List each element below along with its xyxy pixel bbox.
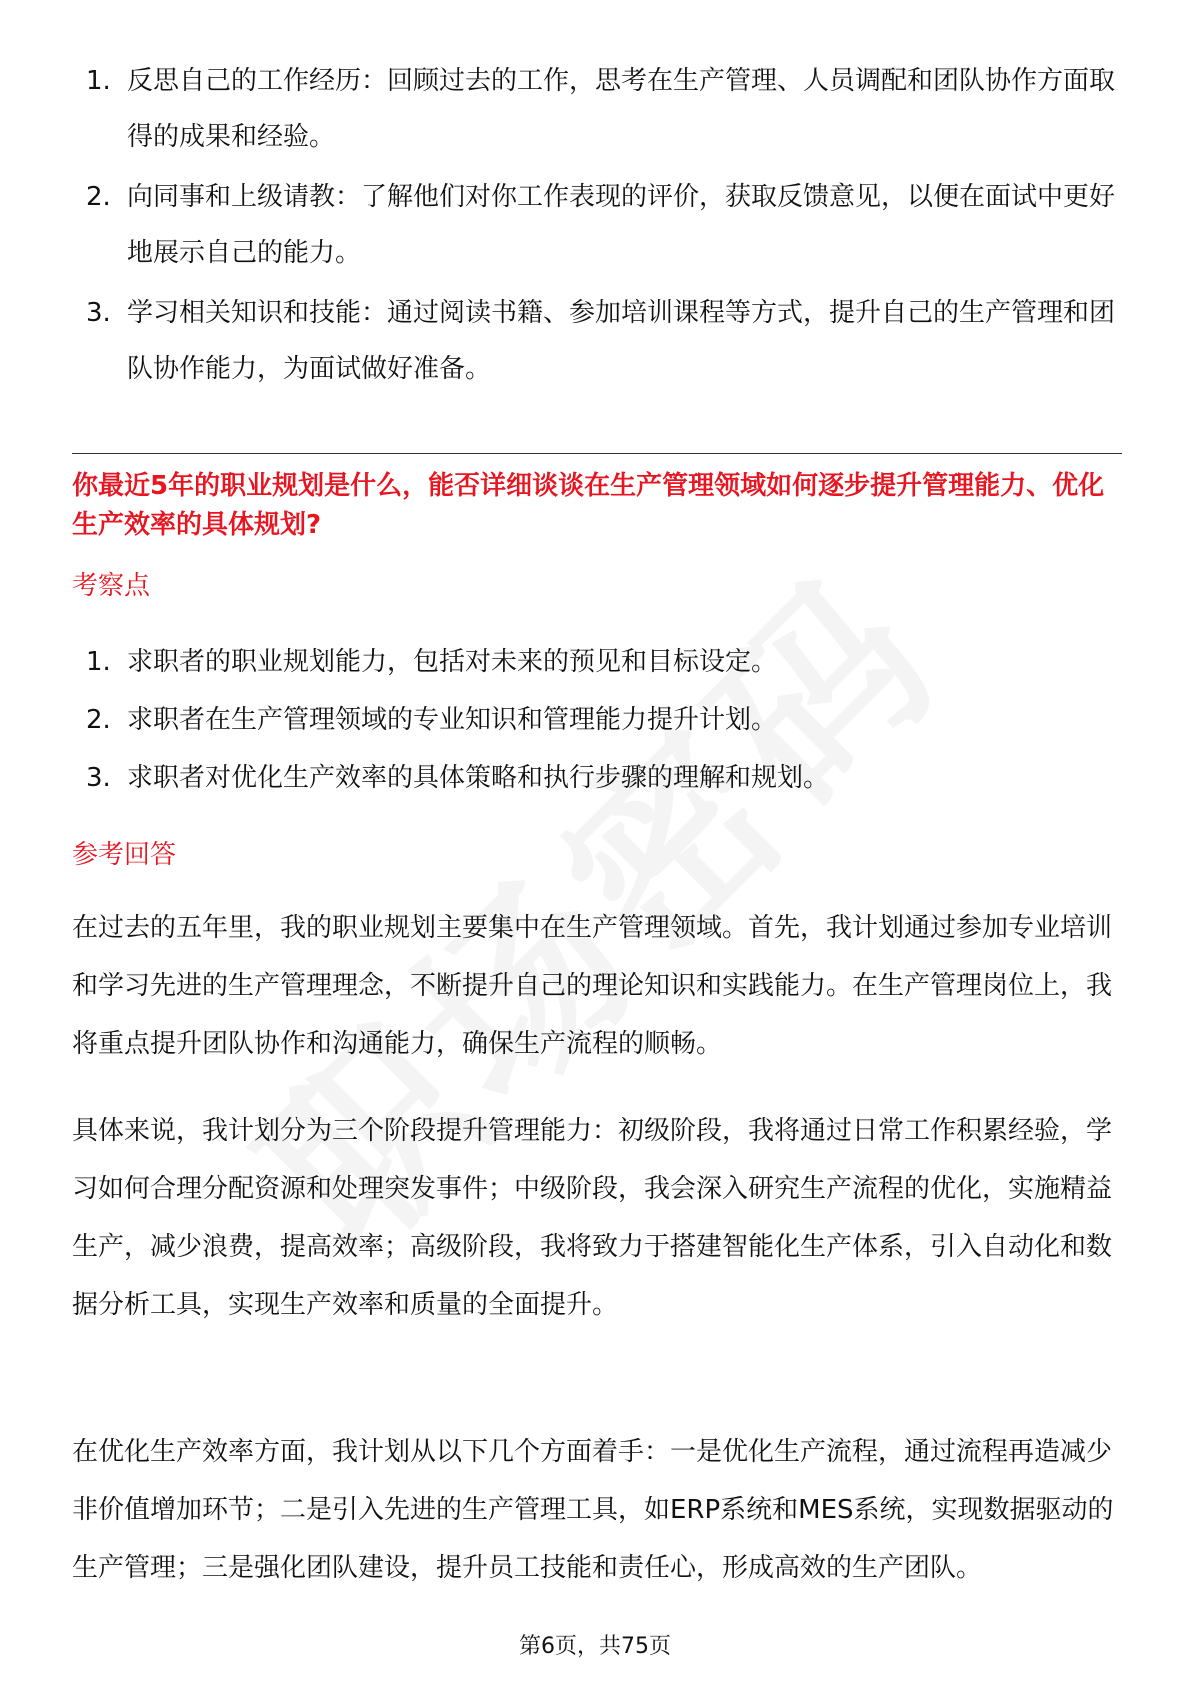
list-item-text: 学习相关知识和技能：通过阅读书籍、参加培训课程等方式，提升自己的生产管理和团队协作能力，为面试做好准备。 bbox=[127, 298, 1116, 384]
list-item bbox=[72, 634, 1122, 690]
answer-paragraph: 在过去的五年里，我的职业规划主要集中在生产管理领域。首先，我计划通过参加专业培训和学习先进的生产管理理念，不断提升自己的理论知识和实践能力。在生产管理岗位上，我将重点提升团队协作和沟通能力，确保生产流程的顺畅。 bbox=[72, 913, 1113, 1059]
list-number: 1. bbox=[86, 647, 111, 677]
list-number: 3. bbox=[86, 298, 111, 328]
answer-paragraph: 具体来说，我计划分为三个阶段提升管理能力：初级阶段，我将通过日常工作积累经验，学习如何合理分配资源和处理突发事件；中级阶段，我会深入研究生产流程的优化，实施精益生产，减少浪费，提高效率；高级阶段，我将致力于搭建智能化生产体系，引入自动化和数据分析工具，实现生产效率和质量的全面提升。 bbox=[72, 1116, 1113, 1320]
intro-list bbox=[72, 53, 1122, 401]
question-heading: 你最近5年的职业规划是什么，能否详细谈谈在生产管理领域如何逐步提升管理能力、优化生产效率的具体规划? bbox=[72, 471, 1105, 540]
list-number: 1. bbox=[86, 66, 111, 96]
section-divider bbox=[72, 453, 1122, 454]
page-number: 第6页，共75页 bbox=[519, 1634, 671, 1659]
list-number: 2. bbox=[86, 705, 111, 735]
list-item-text: 向同事和上级请教：了解他们对你工作表现的评价，获取反馈意见，以便在面试中更好地展示自己的能力。 bbox=[127, 182, 1116, 268]
list-item bbox=[72, 53, 1122, 165]
list-item bbox=[72, 169, 1122, 281]
list-item-text: 求职者的职业规划能力，包括对未来的预见和目标设定。 bbox=[127, 647, 778, 677]
list-number: 2. bbox=[86, 182, 111, 212]
list-item-text: 求职者对优化生产效率的具体策略和执行步骤的理解和规划。 bbox=[127, 763, 830, 793]
answer-title: 参考回答 bbox=[72, 840, 177, 870]
assessment-list bbox=[72, 634, 1122, 808]
list-number: 3. bbox=[86, 763, 111, 793]
answer-paragraph: 在优化生产效率方面，我计划从以下几个方面着手：一是优化生产流程，通过流程再造减少非价值增加环节；二是引入先进的生产管理工具，如ERP系统和MES系统，实现数据驱动的生产管理；三是强化团队建设，提升员工技能和责任心，形成高效的生产团队。 bbox=[72, 1437, 1114, 1583]
list-item-text: 求职者在生产管理领域的专业知识和管理能力提升计划。 bbox=[127, 705, 778, 735]
list-item bbox=[72, 285, 1122, 397]
list-item bbox=[72, 750, 1122, 806]
assessment-title: 考察点 bbox=[72, 571, 151, 601]
list-item-text: 反思自己的工作经历：回顾过去的工作，思考在生产管理、人员调配和团队协作方面取得的成果和经验。 bbox=[127, 66, 1116, 152]
list-item bbox=[72, 692, 1122, 748]
